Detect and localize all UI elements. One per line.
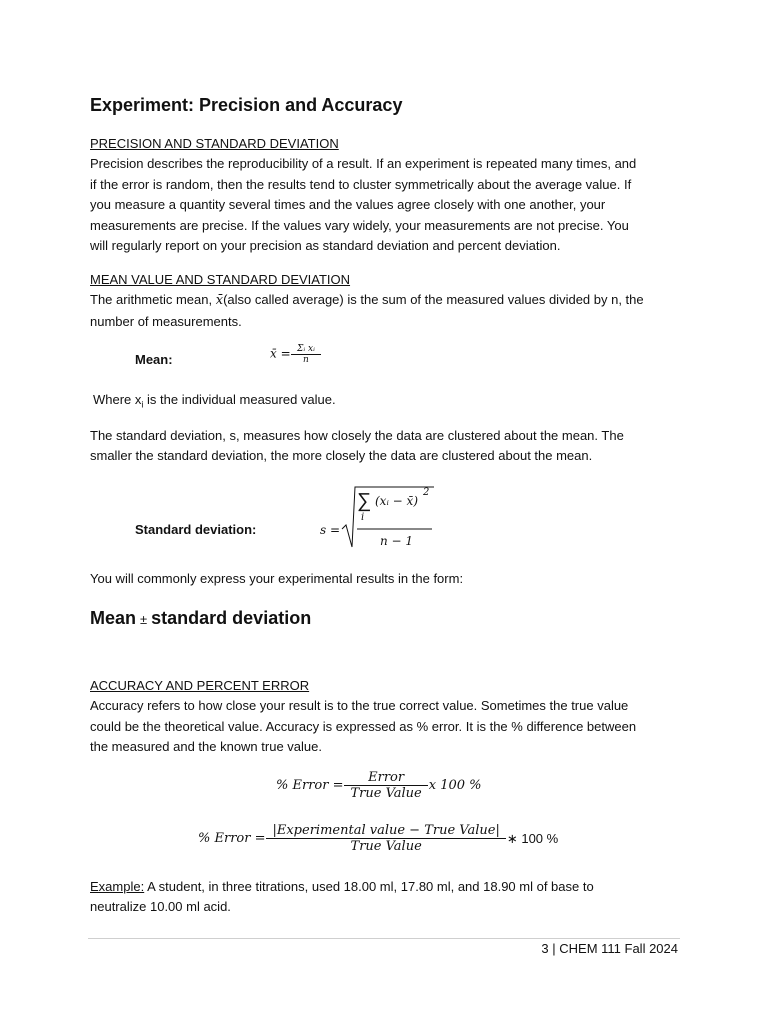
plus-minus-icon: ±: [140, 612, 148, 627]
mean-formula: x̄ = $\frac{\text{Σᵢ xᵢ}}{n}$: [270, 344, 318, 365]
footer-separator: |: [552, 941, 556, 956]
mean-label: Mean:: [135, 352, 173, 367]
percent-error-equation-2: % Error = $\frac{\text{|Experimental value − True Value|}}{\text{True Value}}$ ∗ 100 %: [198, 823, 559, 854]
express-line: You will commonly express your experimental results in the form:: [90, 571, 464, 586]
example-paragraph: [90, 877, 680, 918]
paragraph-line: could be the theoretical value. Accuracy is expressed as % error. It is the % difference between: [90, 718, 637, 734]
paragraph-line: Example: A student, in three titrations, used 18.00 ml, 17.80 ml, and 18.90 ml of base to: [90, 879, 594, 894]
section-heading: PRECISION AND STANDARD DEVIATION: [90, 136, 339, 151]
std-formula: s = ∑ i (xᵢ − x̄) 2 n − 1: [320, 485, 440, 553]
paragraph-line: measurements are precise. If the values vary widely, your measurements are not precise. You: [90, 217, 629, 233]
section-precision: [90, 134, 680, 256]
page-number: 3: [541, 941, 549, 956]
section-mean: [90, 270, 680, 332]
page-title: Experiment: Precision and Accuracy: [90, 95, 403, 115]
percent-error-equation-1: % Error = $\frac{\text{Error}}{\text{True Value}}$ x 100 %: [276, 770, 482, 801]
where-line: Where $x_i$ is the individual measured value.: [93, 392, 336, 410]
paragraph-line: you measure a quantity several times and the values agree closely with one another, your: [90, 197, 606, 213]
paragraph-line: The arithmetic mean, x̄(also called average) is the sum of the measured values divided by n, the: [90, 292, 644, 309]
section-heading: ACCURACY AND PERCENT ERROR: [90, 678, 310, 693]
example-label: Example:: [90, 879, 145, 894]
mean-pm-heading: Mean ± standard deviation: [90, 608, 312, 628]
paragraph-line: Accuracy refers to how close your result is to the true correct value. Sometimes the true value: [90, 698, 629, 714]
paragraph-line: number of measurements.: [90, 313, 242, 329]
section-heading: MEAN VALUE AND STANDARD DEVIATION: [90, 272, 351, 287]
paragraph-line: smaller the standard deviation, the more closely the data are clustered about the mean.: [90, 448, 593, 464]
std-label: Standard deviation:: [135, 522, 257, 537]
section-accuracy: [90, 676, 680, 758]
footer-divider: [88, 938, 680, 939]
xbar-symbol: x̄: [215, 293, 224, 309]
paragraph-line: if the error is random, then the results tend to cluster symmetrically about the average value. If: [90, 176, 632, 192]
paragraph-line: neutralize 10.00 ml acid.: [90, 899, 231, 915]
paragraph-line: will regularly report on your precision as standard deviation and percent deviation.: [90, 238, 561, 254]
sigma-icon: ∑: [357, 490, 372, 512]
page-footer: [541, 941, 678, 956]
paragraph-line: the measured and the known true value.: [90, 739, 322, 755]
paragraph-line: Precision describes the reproducibility of a result. If an experiment is repeated many times, and: [90, 156, 637, 172]
course-name: CHEM 111 Fall 2024: [559, 941, 678, 956]
paragraph-line: The standard deviation, s, measures how closely the data are clustered about the mean. The: [90, 428, 624, 443]
std-paragraph: [90, 426, 680, 467]
